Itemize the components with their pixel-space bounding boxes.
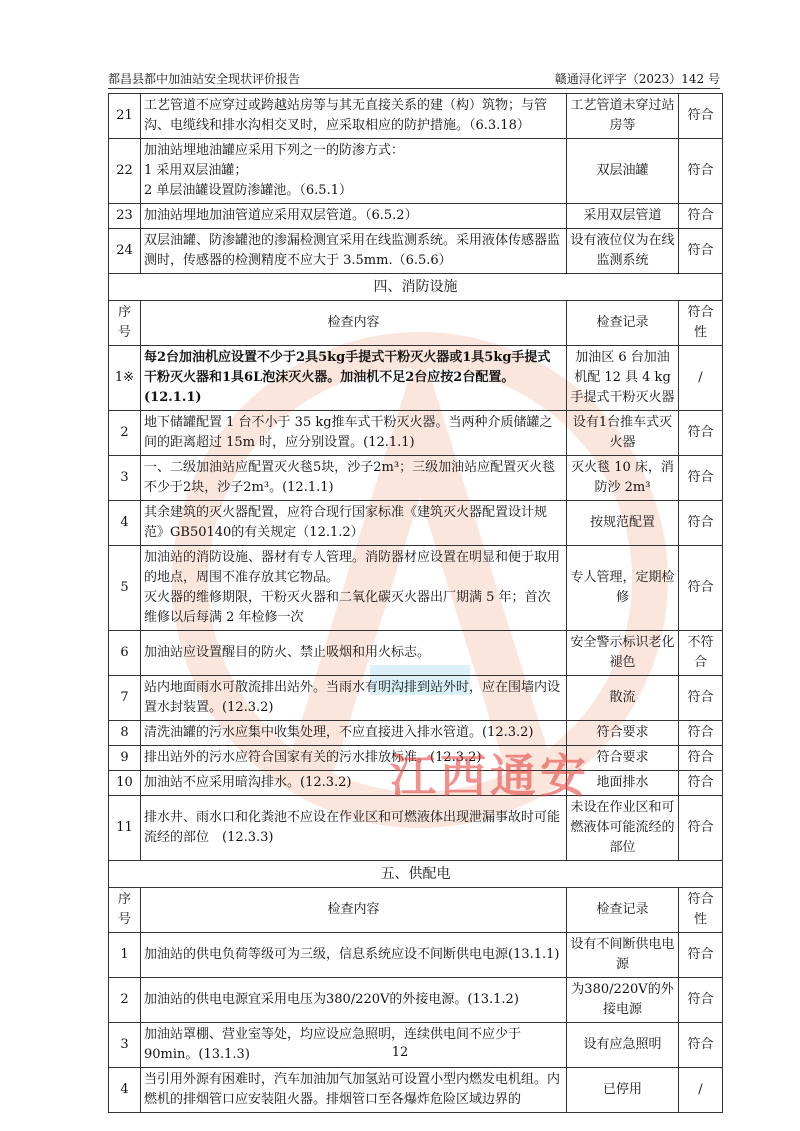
row-record: 工艺管道未穿过站房等	[567, 94, 679, 139]
row-result: 符合	[679, 771, 723, 796]
row-result: 符合	[679, 546, 723, 631]
row-content	[141, 546, 567, 631]
row-result: 符合	[679, 456, 723, 501]
row-number: 2	[109, 411, 141, 456]
row-record: 为380/220V的外接电源	[567, 978, 679, 1023]
table-row	[109, 346, 723, 411]
header-divider	[108, 88, 720, 89]
row-record: 设有液位仪为在线监测系统	[567, 229, 679, 274]
row-content	[141, 1068, 567, 1113]
row-number: 5	[109, 546, 141, 631]
row-result: 符合	[679, 411, 723, 456]
row-number: 3	[109, 1023, 141, 1068]
table-row	[109, 501, 723, 546]
row-number: 2	[109, 978, 141, 1023]
row-number: 11	[109, 796, 141, 861]
row-content	[141, 229, 567, 274]
row-content	[141, 933, 567, 978]
col-head-no: 序号	[109, 888, 141, 933]
content-line: 地下储罐配置 1 台不小于 35 kg推车式干粉灭火器。当两种介质储罐之间的距离超过 15m 时，应分别设置。(12.1.1)	[144, 415, 553, 450]
table-row	[109, 411, 723, 456]
row-number: 4	[109, 1068, 141, 1113]
row-record: 安全警示标识老化褪色	[567, 631, 679, 676]
table-row	[109, 94, 723, 139]
row-result: 符合	[679, 204, 723, 229]
row-number: 22	[109, 139, 141, 204]
row-number: 3	[109, 456, 141, 501]
row-number: 24	[109, 229, 141, 274]
header-report-title: 都昌县都中加油站安全现状评价报告	[108, 72, 301, 86]
row-content	[141, 94, 567, 139]
row-content	[141, 346, 567, 411]
row-record: 设有不间断供电电源	[567, 933, 679, 978]
row-content	[141, 501, 567, 546]
row-content	[141, 204, 567, 229]
content-line: 每2台加油机应设置不少于2具5kg手提式干粉灭火器或1具5kg手提式干粉灭火器和1具6L泡沫灭火器。加油机不足2台应按2台配置。(12.1.1)	[144, 350, 551, 405]
row-result: 符合	[679, 676, 723, 721]
section5-title: 五、供配电	[109, 861, 723, 888]
col-head-no: 序号	[109, 301, 141, 346]
content-line: 加油站埋地油罐应采用下列之一的防渗方式：	[144, 143, 405, 158]
row-record: 未设在作业区和可燃液体可能流经的部位	[567, 796, 679, 861]
row-content	[141, 676, 567, 721]
page-header	[108, 70, 720, 88]
col-head-content: 检查内容	[141, 888, 567, 933]
row-number: 10	[109, 771, 141, 796]
content-line: 加油站埋地加油管道应采用双层管道。（6.5.2）	[144, 208, 418, 223]
row-record: 地面排水	[567, 771, 679, 796]
row-result: 符合	[679, 721, 723, 746]
content-line: 1 采用双层油罐；	[144, 163, 248, 178]
col-head-result: 符合性	[679, 301, 723, 346]
content-line: 加油站应设置醒目的防火、禁止吸烟和用火标志。	[144, 645, 431, 660]
table-row	[109, 1068, 723, 1113]
row-result: 符合	[679, 229, 723, 274]
row-record: 散流	[567, 676, 679, 721]
table-row	[109, 204, 723, 229]
row-record: 专人管理，定期检修	[567, 546, 679, 631]
row-number: 9	[109, 746, 141, 771]
content-line: 站内地面雨水可散流排出站外。当雨水有明沟排到站外时，应在围墙内设置水封装置。(12.3.2)	[144, 680, 561, 715]
row-record: 加油区 6 台加油机配 12 具 4 kg 手提式干粉灭火器	[567, 346, 679, 411]
row-result: 符合	[679, 139, 723, 204]
row-record: 灭火毯 10 床，消防沙 2m³	[567, 456, 679, 501]
content-line: 排出站外的污水应符合国家有关的污水排放标准。(12.3.2)	[144, 750, 482, 765]
col-head-record: 检查记录	[567, 888, 679, 933]
section5	[109, 861, 723, 933]
content-line: 其余建筑的灭火器配置，应符合现行国家标准《建筑灭火器配置设计规范》GB50140的有关规定（12.1.2）	[144, 505, 548, 540]
content-line: 加油站的供电电源宜采用电压为380/220V的外接电源。(13.1.2)	[144, 992, 519, 1007]
section4-title: 四、消防设施	[109, 274, 723, 301]
page-number: 12	[391, 1045, 409, 1060]
header-report-number: 赣通浔化评字（2023）142 号	[554, 72, 720, 86]
content-line: 清洗油罐的污水应集中收集处理，不应直接进入排水管道。(12.3.2)	[144, 725, 534, 740]
content-line: 灭火器的维修期限，干粉灭火器和二氧化碳灭火器出厂期满 5 年；首次维修以后每满 2 年检修一次	[144, 590, 551, 625]
content-line: 当引用外源有困难时，汽车加油加气加氢站可设置小型内燃发电机组。内燃机的排烟管口应安装阻火器。排烟管口至各爆炸危险区域边界的	[144, 1072, 561, 1107]
row-number: 7	[109, 676, 141, 721]
row-result: 符合	[679, 501, 723, 546]
content-line: 一、二级加油站应配置灭火毯5块，沙子2m³；三级加油站应配置灭火毯不少于2块，沙子2m³。(12.1.1)	[144, 460, 556, 495]
table-row	[109, 933, 723, 978]
row-record: 已停用	[567, 1068, 679, 1113]
col-head-result: 符合性	[679, 888, 723, 933]
content-line: 加油站的供电负荷等级可为三级，信息系统应设不间断供电电源(13.1.1)	[144, 947, 560, 962]
content-line: 加油站的消防设施、器材有专人管理。消防器材应设置在明显和便于取用的地点，周围不准存放其它物品。	[144, 550, 561, 585]
row-number: 8	[109, 721, 141, 746]
table-row	[109, 631, 723, 676]
row-record: 符合要求	[567, 721, 679, 746]
content-line: 加油站罩棚、营业室等处，均应设应急照明，连续供电间不应少于90min。(13.1.3)	[144, 1027, 522, 1062]
row-result: /	[679, 346, 723, 411]
section4	[109, 274, 723, 346]
content-line: 排水井、雨水口和化粪池不应设在作业区和可燃液体出现泄漏事故时可能流经的部位 (12.3.3)	[144, 810, 561, 845]
row-record: 双层油罐	[567, 139, 679, 204]
row-number: 21	[109, 94, 141, 139]
table-row	[109, 546, 723, 631]
content-line: 加油站不应采用暗沟排水。(12.3.2)	[144, 775, 352, 790]
row-record: 设有1台推车式灭火器	[567, 411, 679, 456]
table-row	[109, 456, 723, 501]
top-rows	[109, 94, 723, 274]
content-line: 工艺管道不应穿过或跨越站房等与其无直接关系的建（构）筑物；与管沟、电缆线和排水沟相交叉时，应采取相应的防护措施。（6.3.18）	[144, 98, 548, 133]
row-number: 4	[109, 501, 141, 546]
row-number: 6	[109, 631, 141, 676]
table-row	[109, 139, 723, 204]
row-result: 符合	[679, 1023, 723, 1068]
row-record: 符合要求	[567, 746, 679, 771]
row-content	[141, 978, 567, 1023]
row-content	[141, 411, 567, 456]
section5-rows	[109, 933, 723, 1113]
row-result: 不符合	[679, 631, 723, 676]
row-result: 符合	[679, 978, 723, 1023]
row-number: 1※	[109, 346, 141, 411]
row-content	[141, 139, 567, 204]
row-result: /	[679, 1068, 723, 1113]
row-result: 符合	[679, 94, 723, 139]
watermark-text: 江西通安	[390, 749, 590, 803]
row-content	[141, 631, 567, 676]
row-result: 符合	[679, 933, 723, 978]
row-number: 23	[109, 204, 141, 229]
row-result: 符合	[679, 796, 723, 861]
col-head-content: 检查内容	[141, 301, 567, 346]
content-line: 2 单层油罐设置防渗罐池。（6.5.1）	[144, 183, 352, 198]
row-record: 按规范配置	[567, 501, 679, 546]
table-row	[109, 978, 723, 1023]
content-line: 双层油罐、防渗罐池的渗漏检测宜采用在线监测系统。采用液体传感器监测时，传感器的检测精度不应大于 3.5mm.（6.5.6）	[144, 233, 561, 268]
row-number: 1	[109, 933, 141, 978]
row-content	[141, 456, 567, 501]
row-result: 符合	[679, 746, 723, 771]
table-row	[109, 676, 723, 721]
row-record: 设有应急照明	[567, 1023, 679, 1068]
checklist-table	[108, 93, 723, 1113]
row-record: 采用双层管道	[567, 204, 679, 229]
col-head-record: 检查记录	[567, 301, 679, 346]
table-row	[109, 229, 723, 274]
